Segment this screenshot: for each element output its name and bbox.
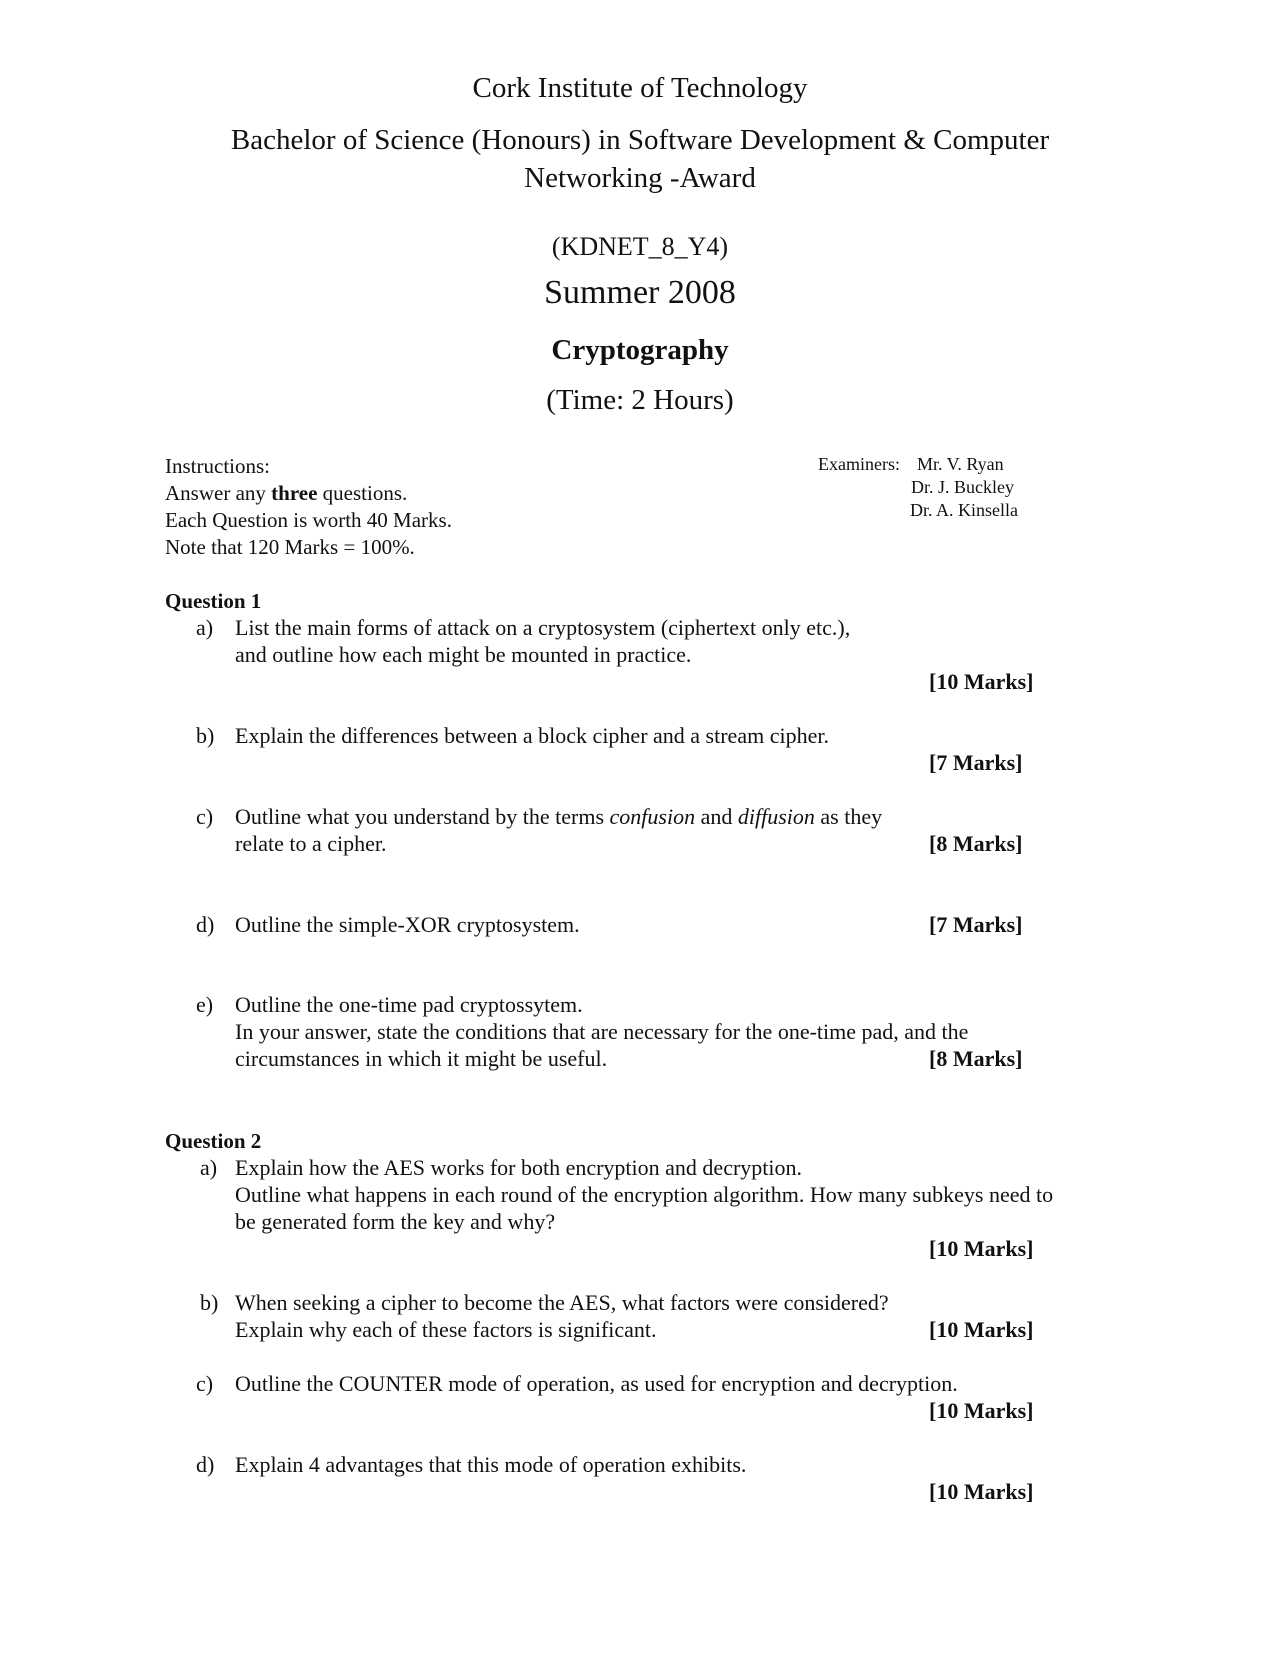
part-label: b) (196, 723, 215, 748)
marks-label: [10 Marks] (929, 1398, 1034, 1423)
marks-label: [7 Marks] (929, 750, 1023, 775)
exam-session: Summer 2008 (544, 274, 736, 311)
programme-title-line2: Networking -Award (524, 162, 756, 194)
part-label: c) (196, 1371, 214, 1396)
marks-label: [10 Marks] (929, 1317, 1034, 1342)
programme-title-line1: Bachelor of Science (Honours) in Software Development & Computer (230, 124, 1050, 156)
exam-duration: (Time: 2 Hours) (546, 384, 734, 416)
marks-label: [10 Marks] (929, 1236, 1034, 1261)
part-label: d) (196, 912, 215, 937)
part-label: a) (200, 1155, 218, 1180)
question-title: Question 2 (165, 1129, 262, 1153)
marks-label: [7 Marks] (929, 912, 1023, 937)
question-text: Explain how the AES works for both encryption and decryption. (235, 1155, 803, 1180)
part-label: b) (200, 1290, 219, 1315)
marks-label: [8 Marks] (929, 1046, 1023, 1071)
instructions-line-1-post: questions. (317, 481, 408, 505)
question-text: be generated form the key and why? (235, 1209, 556, 1234)
instructions-heading: Instructions: (165, 454, 270, 478)
question-title: Question 1 (165, 589, 262, 613)
examiner-name: Dr. A. Kinsella (910, 500, 1018, 520)
question-text-post: as they (814, 804, 883, 829)
instructions-line-1 (165, 481, 407, 506)
part-label: a) (196, 615, 214, 640)
term-confusion: confusion (609, 804, 696, 829)
instructions-line-2: Each Question is worth 40 Marks. (165, 508, 452, 532)
question-text (235, 804, 882, 830)
part-label: d) (196, 1452, 215, 1477)
question-text: and outline how each might be mounted in practice. (235, 642, 692, 667)
marks-label: [10 Marks] (929, 669, 1034, 694)
question-text: Outline the one-time pad cryptossytem. (235, 992, 583, 1017)
question-text: In your answer, state the conditions that are necessary for the one-time pad, and the (235, 1019, 969, 1044)
question-text: Outline the simple-XOR cryptosystem. (235, 912, 580, 937)
question-text-mid: and (695, 804, 738, 829)
course-code: (KDNET_8_Y4) (551, 232, 729, 261)
question-text: Outline the COUNTER mode of operation, as used for encryption and decryption. (235, 1371, 958, 1396)
term-diffusion: diffusion (737, 804, 815, 829)
examiners-label: Examiners: (818, 454, 900, 474)
question-text: Explain the differences between a block cipher and a stream cipher. (235, 723, 829, 748)
question-text: Explain 4 advantages that this mode of operation exhibits. (235, 1452, 747, 1477)
question-text-pre: Outline what you understand by the terms (235, 804, 610, 829)
part-label: e) (196, 992, 214, 1017)
instructions-line-3: Note that 120 Marks = 100%. (165, 535, 415, 559)
question-text: List the main forms of attack on a cryptosystem (ciphertext only etc.), (235, 615, 851, 640)
question-text: Explain why each of these factors is significant. (235, 1317, 657, 1342)
institute-name: Cork Institute of Technology (472, 72, 808, 104)
marks-label: [10 Marks] (929, 1479, 1034, 1504)
examiner-name: Dr. J. Buckley (911, 477, 1014, 497)
question-text: Outline what happens in each round of the encryption algorithm. How many subkeys need to (235, 1182, 1054, 1207)
part-label: c) (196, 804, 214, 829)
question-text: relate to a cipher. (235, 831, 387, 856)
question-text: circumstances in which it might be useful. (235, 1046, 608, 1071)
marks-label: [8 Marks] (929, 831, 1023, 856)
examiner-name: Mr. V. Ryan (917, 454, 1004, 474)
instructions-line-1-pre: Answer any (165, 481, 272, 505)
instructions-line-1-bold: three (271, 481, 318, 505)
subject-title: Cryptography (551, 334, 729, 366)
question-text: When seeking a cipher to become the AES, what factors were considered? (235, 1290, 889, 1315)
